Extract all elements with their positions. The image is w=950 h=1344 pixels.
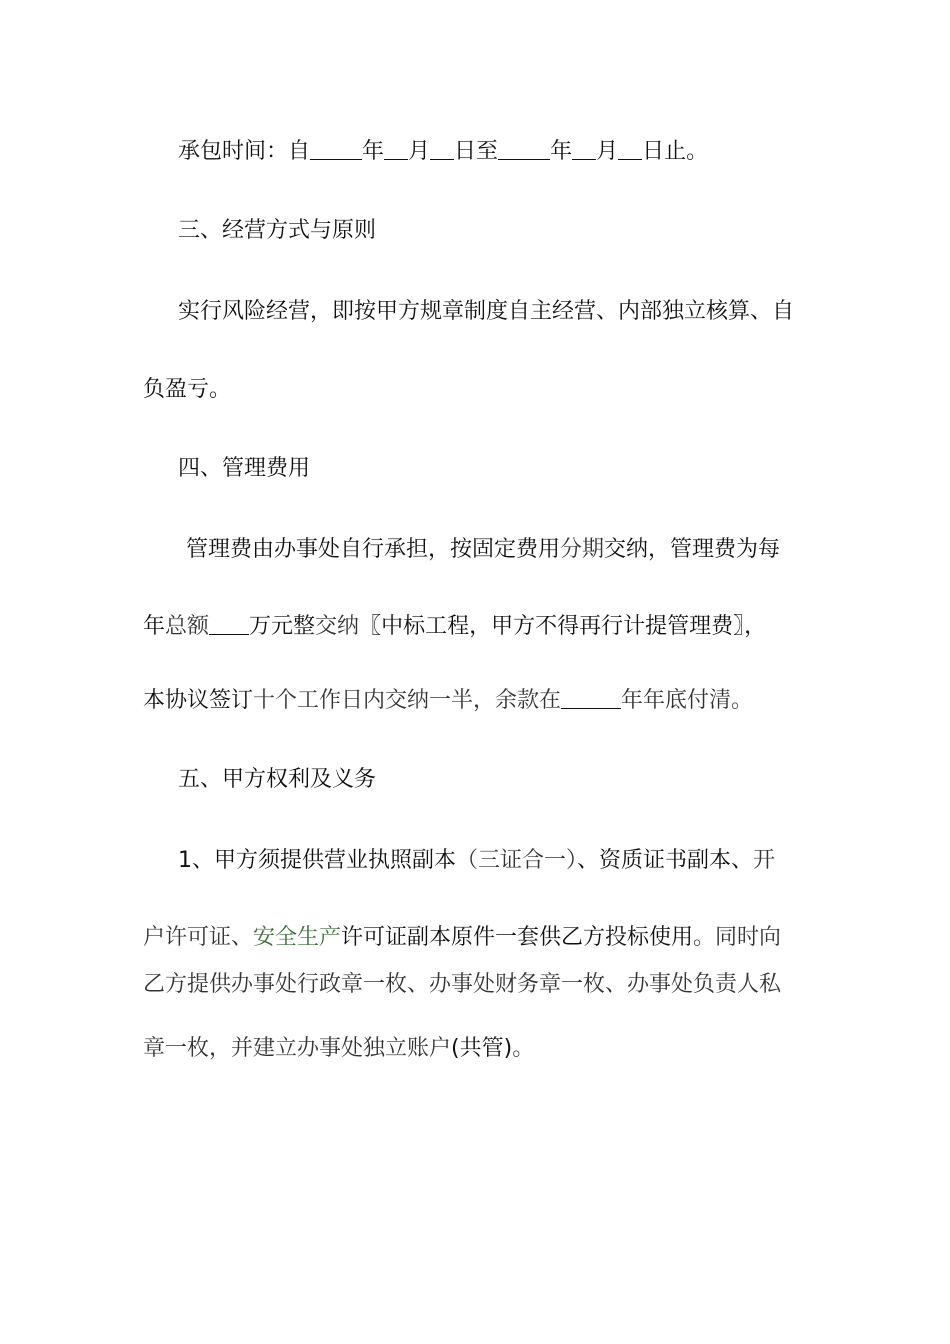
item1-text-c: 、资质证书副本、 [577, 848, 754, 873]
fee-note-text: 〖中标工程，甲方不得再行计提管理费〗， [359, 614, 767, 639]
fee-sign-text: 本协议签订 [143, 688, 254, 713]
contract-period-line [178, 137, 708, 167]
section-4-heading: 四、管理费用 [178, 456, 311, 481]
section-3-heading: 三、经营方式与原则 [178, 218, 377, 243]
item1-text-three-certs: （三证合一） [456, 848, 578, 873]
end-day-label: 日止。 [642, 139, 709, 164]
item1-text-safety: 安全生产 [253, 925, 342, 950]
day-to-label: 日至 [454, 139, 499, 164]
end-month-blank[interactable] [572, 137, 596, 160]
fee-text-a: 管理费由办事处自行承担，按固定费用 [186, 537, 561, 562]
item1-text-seal: 章一枚，并建立办事处独立账户 [143, 1036, 452, 1061]
section-5-item-1-line-1 [178, 846, 775, 876]
fee-text-installment: 分期 [560, 537, 605, 562]
end-year-blank[interactable] [498, 137, 550, 160]
end-month-label: 月 [596, 139, 619, 164]
fee-amount-blank[interactable] [209, 612, 249, 635]
fee-total-text: 总额 [165, 614, 210, 639]
year-label: 年 [362, 139, 385, 164]
section-4-paragraph-line-1 [186, 535, 780, 565]
item1-text-d: 开 [753, 848, 776, 873]
item1-text-a: 1、甲方须提供营业执照副本 [178, 848, 456, 873]
fee-pay-text: 交纳 [315, 614, 360, 639]
section-4-paragraph-line-3 [143, 686, 753, 716]
item1-text-meanwhile: 。同时向 [693, 925, 782, 950]
day-blank[interactable] [430, 137, 454, 160]
item1-text-permit-copy: 许可证副本原件一套供乙方投标使用 [341, 925, 694, 950]
section-5-item-1-line-4 [143, 1034, 534, 1064]
fee-year-text: 年 [143, 614, 166, 639]
section-5-heading: 五、甲方权利及义务 [178, 767, 377, 792]
fee-balance-text: 年年底付清。 [621, 688, 754, 713]
item1-text-account-permit: 户许可证、 [143, 925, 254, 950]
section-4-paragraph-line-2 [143, 612, 766, 642]
month-label: 月 [408, 139, 431, 164]
item1-text-cocontrol: (共管) [451, 1036, 513, 1061]
section-3-paragraph-line-2: 负盈亏。 [143, 377, 232, 402]
end-year-label: 年 [550, 139, 573, 164]
contract-period-label: 承包时间：自 [178, 139, 311, 164]
fee-unit-text: 万元整 [249, 614, 316, 639]
fee-half-text: 十个工作日内交纳一半，余款在 [253, 688, 562, 713]
fee-balance-year-blank[interactable] [561, 686, 621, 709]
section-5-item-1-line-3: 乙方提供办事处行政章一枚、办事处财务章一枚、办事处负责人私 [143, 972, 782, 997]
fee-text-c: 交纳，管理费为每 [604, 537, 781, 562]
item1-text-period: 。 [512, 1036, 535, 1061]
section-3-paragraph-line-1: 实行风险经营，即按甲方规章制度自主经营、内部独立核算、自 [178, 299, 795, 324]
year-blank[interactable] [310, 137, 362, 160]
month-blank[interactable] [384, 137, 408, 160]
end-day-blank[interactable] [618, 137, 642, 160]
section-5-item-1-line-2 [143, 923, 781, 953]
